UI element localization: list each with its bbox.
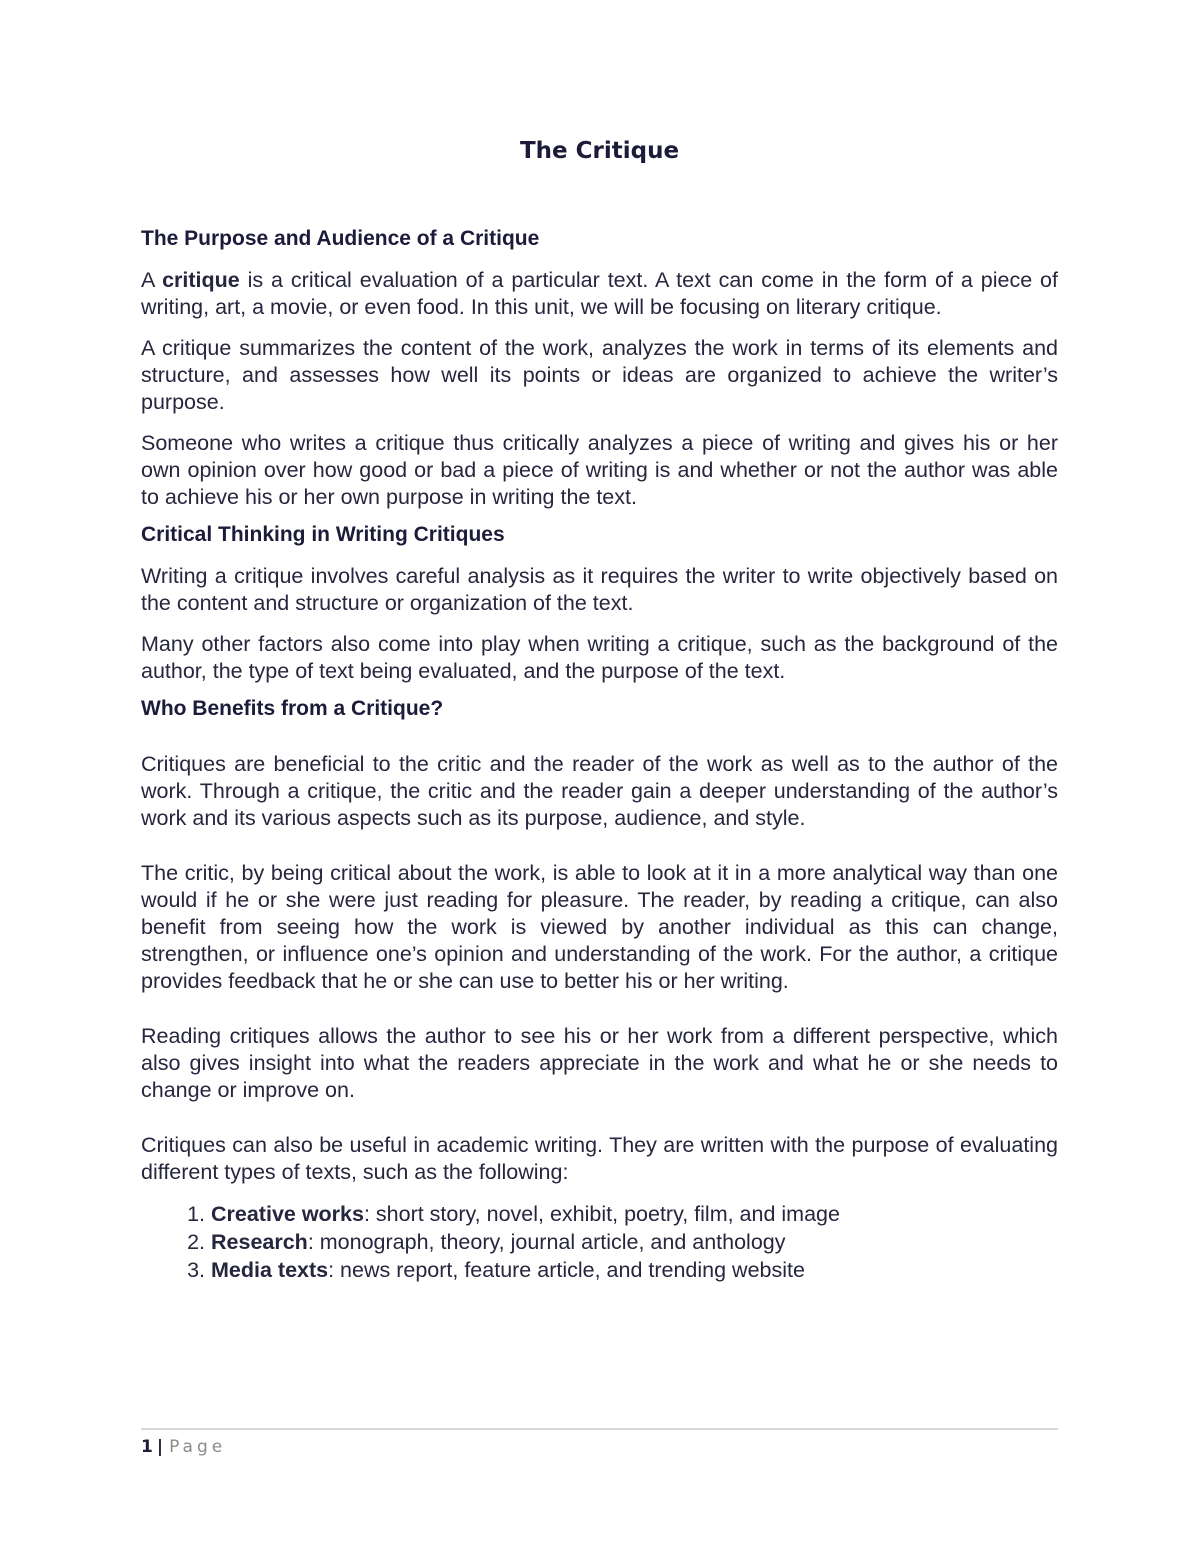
paragraph-factors: Many other factors also come into play when writing a critique, such as the background of the author, the type of text being evaluated, and the purpose of the text. bbox=[141, 632, 1058, 683]
paragraph-analysis: Writing a critique involves careful analysis as it requires the writer to write objectively based on the content and structure or organization of the text. bbox=[141, 564, 1058, 615]
definition-term: critique bbox=[162, 268, 240, 292]
text-types-list bbox=[141, 1200, 1058, 1284]
list-item bbox=[211, 1228, 1058, 1256]
definition-prefix: A bbox=[141, 268, 163, 292]
section-heading-who-benefits: Who Benefits from a Critique? bbox=[141, 697, 444, 720]
page-footer bbox=[141, 1428, 1058, 1457]
list-item-term: Research bbox=[211, 1230, 308, 1254]
paragraph-benefits: Critiques are beneficial to the critic and the reader of the work as well as to the author of the work. Through a critique, the critic and the reader gain a deeper understanding of the author’s work and its various aspects such as its purpose, audience, and style. bbox=[141, 752, 1058, 830]
paragraph-summary: A critique summarizes the content of the work, analyzes the work in terms of its elements and structure, and assesses how well its points or ideas are organized to achieve the writer’s purpose. bbox=[141, 336, 1058, 414]
page-label: Page bbox=[169, 1437, 227, 1457]
list-item bbox=[211, 1200, 1058, 1228]
paragraph-perspective: Reading critiques allows the author to see his or her work from a different perspective, which also gives insight into what the readers appreciate in the work and what he or she needs to change or improve on. bbox=[141, 1024, 1058, 1102]
list-item-term: Media texts bbox=[211, 1258, 329, 1282]
list-item bbox=[211, 1256, 1058, 1284]
footer-separator: | bbox=[156, 1437, 164, 1457]
list-item-desc: : monograph, theory, journal article, and anthology bbox=[307, 1230, 786, 1254]
section-heading-critical-thinking: Critical Thinking in Writing Critiques bbox=[141, 523, 505, 546]
list-item-term: Creative works bbox=[211, 1202, 364, 1226]
definition-text: is a critical evaluation of a particular text. A text can come in the form of a piece of writing, art, a movie, or even food. In this unit, we will be focusing on literary critique. bbox=[141, 268, 1058, 319]
paragraph-academic: Critiques can also be useful in academic writing. They are written with the purpose of evaluating different types of texts, such as the following: bbox=[141, 1133, 1058, 1184]
list-item-desc: : short story, novel, exhibit, poetry, film, and image bbox=[363, 1202, 840, 1226]
document-page bbox=[141, 138, 1058, 1284]
document-title: The Critique bbox=[519, 138, 680, 164]
list-item-desc: : news report, feature article, and trending website bbox=[328, 1258, 805, 1282]
section-heading-purpose: The Purpose and Audience of a Critique bbox=[141, 227, 540, 250]
paragraph-definition bbox=[141, 267, 1058, 321]
paragraph-critic-role: Someone who writes a critique thus critically analyzes a piece of writing and gives his or her own opinion over how good or bad a piece of writing is and whether or not the author was able to achieve his or her own purpose in writing the text. bbox=[141, 431, 1058, 509]
paragraph-critic-reader-author: The critic, by being critical about the work, is able to look at it in a more analytical way than one would if he or she were just reading for pleasure. The reader, by reading a critique, can also benefit from seeing how the work is viewed by another individual as this can change, strengthen, or influence one’s opinion and understanding of the work. For the author, a critique provides feedback that he or she can use to better his or her writing. bbox=[141, 861, 1058, 993]
page-number: 1 bbox=[141, 1437, 153, 1457]
